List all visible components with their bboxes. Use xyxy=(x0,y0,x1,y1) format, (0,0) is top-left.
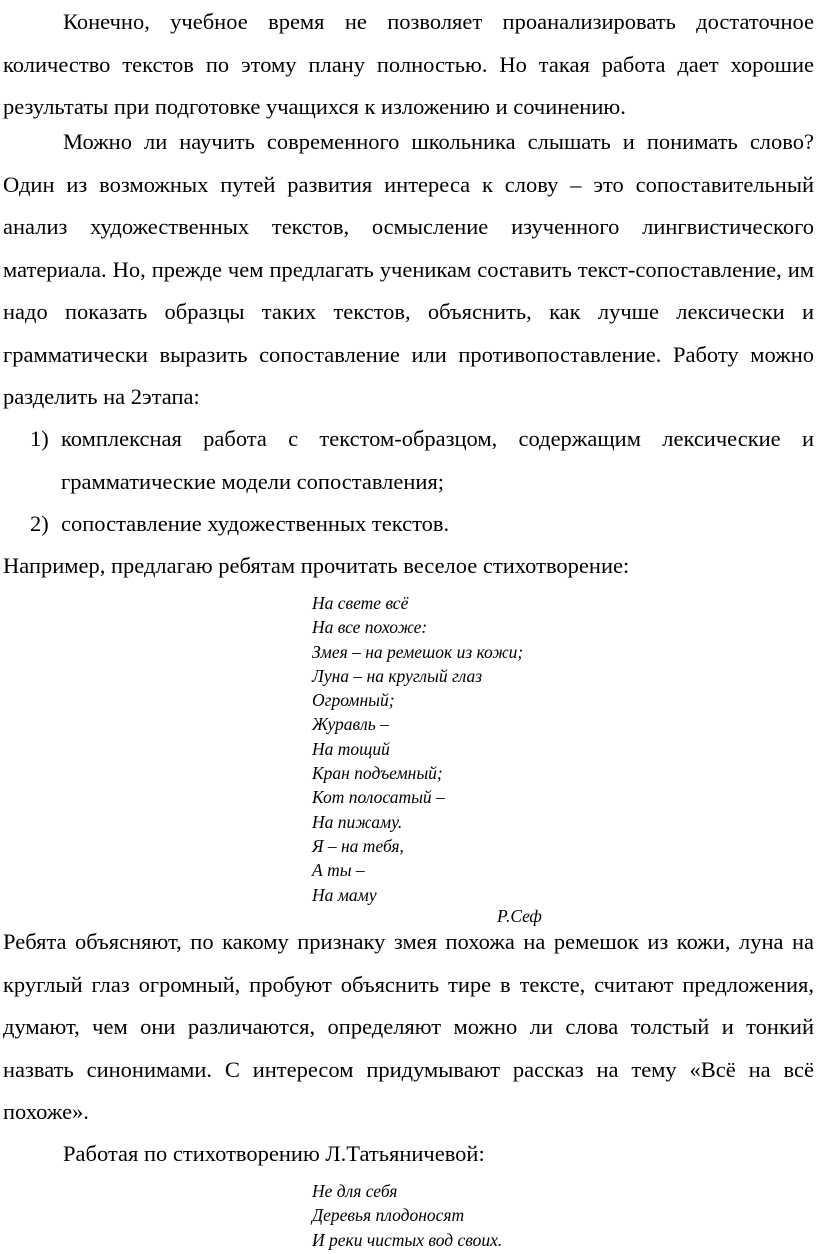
list-number: 1) xyxy=(30,426,49,451)
poem-line: Журавль – xyxy=(312,714,389,735)
poem-line: На все похоже: xyxy=(312,617,428,638)
paragraph-discussion: Ребята объясняют, по какому признаку змея похожа на ремешок из кожи, луна на круглый глаз огромный, пробуют объяснить тире в тексте, считают предложения, думают, чем они различаются, определяют можно ли слова толстый и тонкий назвать синонимами. С интересом придумывают рассказ на тему «Всё на всё похоже». xyxy=(3,929,814,1124)
list-text: комплексная работа с текстом-образцом, содержащим лексические и грамматические модели сопоставления; xyxy=(61,426,814,494)
poem-line: Деревья плодоносят xyxy=(312,1205,465,1226)
paragraph-example-intro: Например, предлагаю ребятам прочитать веселое стихотворение: xyxy=(3,553,630,578)
poem-line: И реки чистых вод своих. xyxy=(312,1229,503,1250)
poem-line: На пижаму. xyxy=(312,811,403,832)
poem-line: Луна – на круглый глаз xyxy=(312,665,483,686)
poem-line: Я – на тебя, xyxy=(312,835,404,856)
paragraph-tatyanicheva: Работая по стихотворению Л.Татьяничевой: xyxy=(63,1141,485,1166)
poem-line: Змея – на ремешок из кожи; xyxy=(312,641,524,662)
poem-line: Кот полосатый – xyxy=(312,787,445,808)
poem-line: А ты – xyxy=(312,860,365,881)
poem-tatyanicheva xyxy=(312,1179,502,1252)
paragraph-intro: Конечно, учебное время не позволяет проанализировать достаточное количество текстов по этому плану полностью. Но такая работа дает хорошие результаты при подготовке учащихся к изложению и сочинению. xyxy=(3,9,814,119)
list-item xyxy=(30,503,814,546)
poem-author: Р.Сеф xyxy=(497,906,542,926)
poem-line: На тощий xyxy=(312,738,390,759)
paragraph-question: Можно ли научить современного школьника слышать и понимать слово? Один из возможных путей развития интереса к слову – это сопоставительный анализ художественных текстов, осмысление изученного лингвистического материала. Но, прежде чем предлагать ученикам составить текст-сопоставление, им надо показать образцы таких текстов, объяснить, как лучше лексически и грамматически выразить сопоставление или противопоставление. Работу можно разделить на 2этапа: xyxy=(3,129,814,409)
list-number: 2) xyxy=(30,511,49,536)
poem-line: Огромный; xyxy=(312,690,395,711)
poem-line: На маму xyxy=(312,884,377,905)
poem-line: На свете всё xyxy=(312,593,409,613)
poem-line: Не для себя xyxy=(312,1181,398,1201)
poem-sef xyxy=(312,591,523,907)
list-text: сопоставление художественных текстов. xyxy=(61,511,450,536)
poem-line: Кран подъемный; xyxy=(312,763,443,784)
list-item xyxy=(30,418,814,503)
